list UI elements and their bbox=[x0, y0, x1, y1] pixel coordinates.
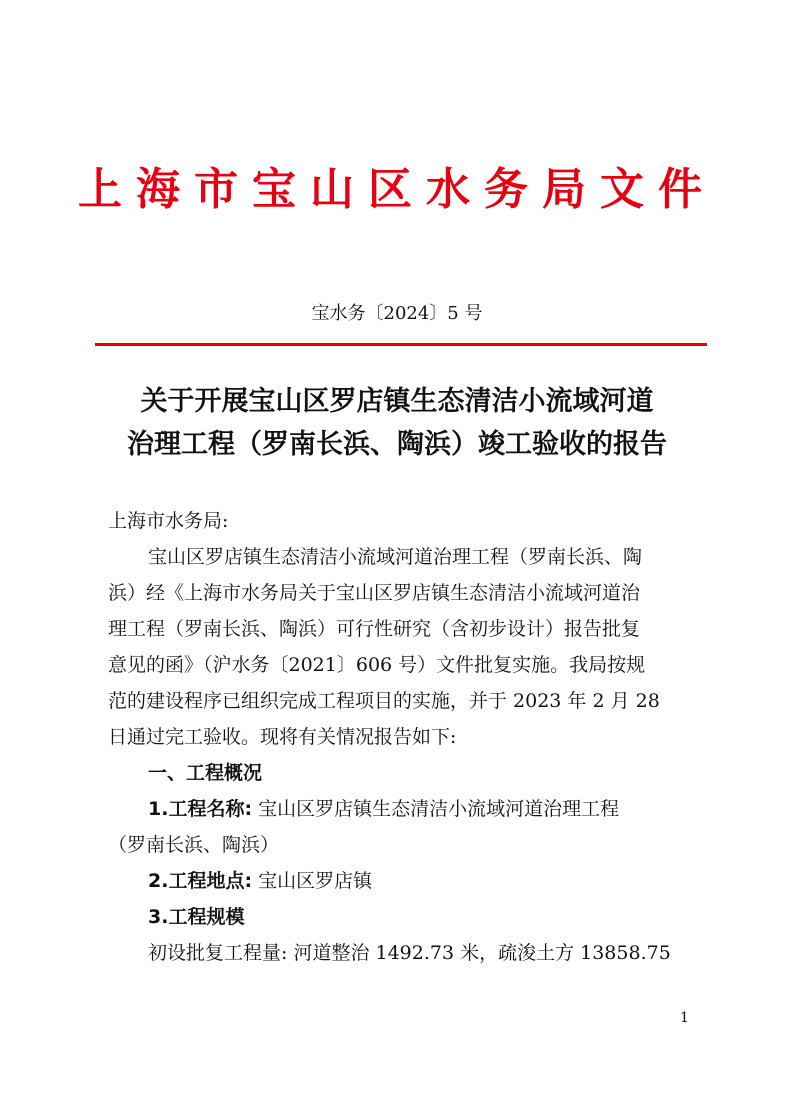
red-header-title: 上海市宝山区水务局文件 bbox=[78, 164, 716, 215]
item-value: 宝山区罗店镇 bbox=[252, 870, 373, 892]
report-title bbox=[80, 380, 714, 466]
paragraph-line: 范的建设程序已组织完成工程项目的实施，并于 2023 年 2 月 28 bbox=[108, 690, 660, 712]
paragraph-line: 日通过完工验收。现将有关情况报告如下: bbox=[108, 726, 457, 748]
item-project-location bbox=[108, 863, 698, 899]
paragraph-line: 浜）经《上海市水务局关于宝山区罗店镇生态清洁小流域河道治 bbox=[108, 582, 641, 604]
report-body bbox=[108, 503, 698, 971]
document-number: 宝水务〔2024〕5 号 bbox=[311, 303, 483, 324]
paragraph-line: 理工程（罗南长浜、陶浜）可行性研究（含初步设计）报告批复 bbox=[108, 618, 641, 640]
section-heading: 一、工程概况 bbox=[148, 762, 263, 784]
item-label: 2.工程地点: bbox=[148, 870, 253, 892]
item-project-name-cont: （罗南长浜、陶浜） bbox=[108, 834, 280, 856]
addressee: 上海市水务局: bbox=[108, 510, 229, 532]
title-line-1: 关于开展宝山区罗店镇生态清洁小流域河道 bbox=[140, 386, 654, 417]
paragraph-line: 宝山区罗店镇生态清洁小流域河道治理工程（罗南长浜、陶 bbox=[148, 546, 643, 568]
red-divider-line bbox=[95, 343, 707, 346]
page-number: 1 bbox=[680, 1010, 689, 1026]
item-project-scale: 3.工程规模 bbox=[148, 906, 245, 928]
item-label: 1.工程名称: bbox=[148, 798, 253, 820]
item-value: 宝山区罗店镇生态清洁小流域河道治理工程 bbox=[252, 798, 620, 820]
item-project-name bbox=[108, 791, 698, 827]
scale-line: 初设批复工程量: 河道整治 1492.73 米，疏浚土方 13858.75 bbox=[148, 942, 671, 964]
paragraph-line: 意见的函》（沪水务〔2021〕606 号）文件批复实施。我局按规 bbox=[108, 654, 646, 676]
title-line-2: 治理工程（罗南长浜、陶浜）竣工验收的报告 bbox=[127, 429, 667, 460]
